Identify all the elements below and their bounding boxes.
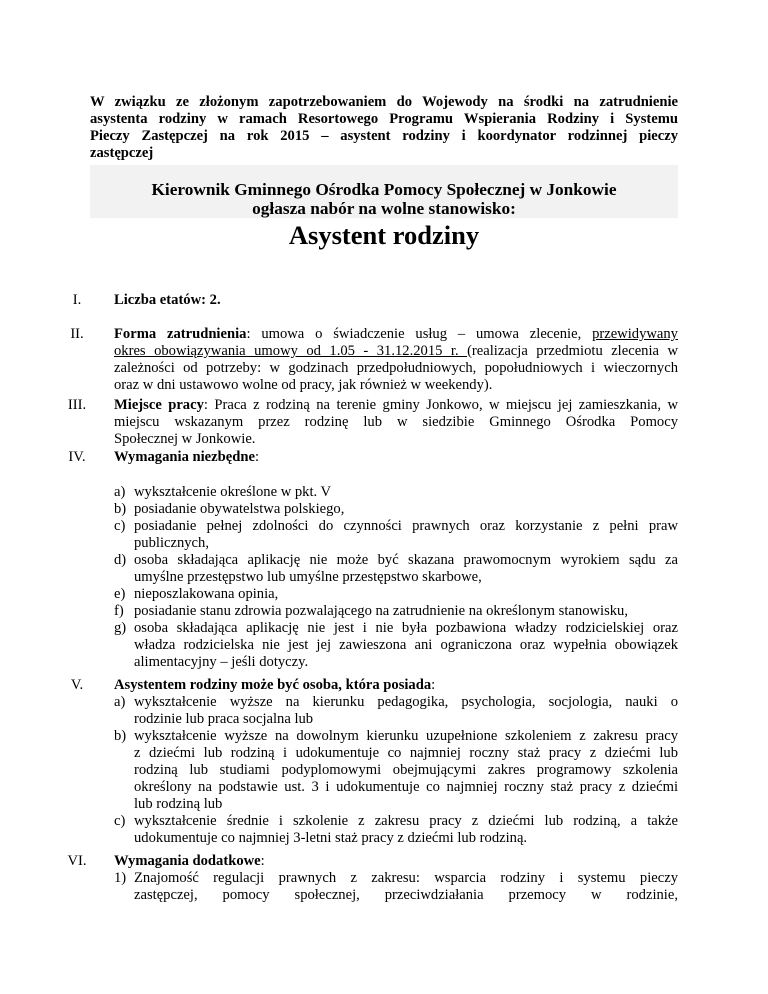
position-title: Asystent rodziny	[288, 220, 480, 250]
section-text: miejscu wskazanym przez rodzinę lub w siedzibie Gminnego Ośrodka Pomocy	[114, 414, 678, 430]
list-item	[114, 694, 678, 728]
section-label: Wymagania niezbędne	[114, 449, 255, 465]
section-label: Forma zatrudnienia	[114, 326, 247, 342]
list-item-text: posiadanie pełnej zdolności do czynności prawnych oraz korzystanie z pełni praw	[134, 518, 678, 534]
list-marker: 1)	[114, 870, 127, 886]
list-item-text: umyślne przestępstwo lub umyślne przestępstwo skarbowe,	[134, 569, 482, 585]
list-item-text: Znajomość regulacji prawnych z zakresu: wsparcia rodziny i systemu pieczy	[134, 870, 678, 886]
list-item-text: zastępczej, pomocy społecznej, przeciwdziałania przemocy w rodzinie,	[134, 887, 678, 903]
section-text: zależności od potrzeby: w godzinach przedpołudniowych, popołudniowych i wieczornych	[114, 360, 678, 376]
list-item-text: władza rodzicielska nie jest jej zawieszona ani ograniczona oraz wypełnia obowiązek	[134, 637, 678, 653]
list-item-text: posiadanie stanu zdrowia pozwalającego na zatrudnienie na określonym stanowisku,	[134, 603, 628, 619]
colon: :	[431, 677, 436, 693]
list-item	[114, 586, 678, 603]
intro-line: asystenta rodziny w ramach Resortowego Programu Wspierania Rodziny i Systemu	[90, 111, 678, 127]
list-item-text: nieposzlakowana opinia,	[134, 586, 279, 602]
list-marker: d)	[114, 552, 127, 568]
list-marker: b)	[114, 728, 127, 744]
list-item-text: rodziną lub studiami podyplomowymi obejmującymi zakres programowy szkolenia	[134, 762, 678, 778]
announcement-text	[90, 180, 678, 218]
requirements-list	[114, 484, 678, 671]
list-item-text: wykształcenie określone w pkt. V	[134, 484, 332, 500]
list-item	[114, 518, 678, 552]
list-marker: a)	[114, 484, 126, 500]
list-item-text: alimentacyjny – jeśli dotyczy.	[134, 654, 309, 670]
section-number: IV.	[68, 449, 86, 465]
list-item	[114, 728, 678, 813]
qualifications-list	[114, 694, 678, 847]
announcement-line-1: Kierownik Gminnego Ośrodka Pomocy Społecznej w Jonkowie	[151, 180, 617, 199]
section-number: VI.	[67, 853, 87, 869]
contract-period-text: okres obowiązywania umowy od 1.05 - 31.12.2015 r.	[114, 343, 468, 359]
list-item-text: rodzinie lub praca socjalna lub	[134, 711, 314, 727]
list-item-text: wykształcenie wyższe na dowolnym kierunku uzupełnione szkoleniem z zakresu pracy	[134, 728, 678, 744]
intro-line: zastępczej	[90, 145, 154, 161]
list-marker: c)	[114, 813, 126, 829]
list-item	[114, 870, 678, 904]
intro-line: W związku ze złożonym zapotrzebowaniem do Wojewody na środki na zatrudnienie	[90, 94, 678, 110]
list-item	[114, 620, 678, 671]
section-text: : Praca z rodziną na terenie gminy Jonkowo, w miejscu jej zamieszkania, w	[203, 397, 678, 413]
intro-line: Pieczy Zastępczej na rok 2015 – asystent rodziny i koordynator rodzinnej pieczy	[90, 128, 678, 144]
list-item	[114, 501, 678, 518]
list-item	[114, 603, 678, 620]
list-item	[114, 484, 678, 501]
list-item-text: lub rodziną lub	[134, 796, 223, 812]
section-text: (realizacja przedmiotu zlecenia w	[467, 343, 678, 359]
contract-period-text: przewidywany	[592, 326, 678, 342]
colon: :	[254, 449, 260, 465]
list-item-text: posiadanie obywatelstwa polskiego,	[134, 501, 345, 517]
section-number: II.	[70, 326, 84, 342]
section-label: Wymagania dodatkowe	[114, 853, 261, 869]
section-text: : umowa o świadczenie usług – umowa zlecenie,	[246, 326, 593, 342]
list-item-text: wykształcenie wyższe na kierunku pedagogika, psychologia, socjologia, nauki o	[134, 694, 678, 710]
colon: :	[260, 853, 265, 869]
list-item-text: wykształcenie średnie i szkolenie z zakresu pracy z dziećmi lub rodziną, a także	[134, 813, 678, 829]
list-marker: e)	[114, 586, 126, 602]
list-item-text: udokumentuje co najmniej 3-letni staż pracy z dziećmi lub rodziną.	[134, 830, 528, 846]
list-item-text: określony na podstawie ust. 3 i udokumentuje co najmniej roczny staż pracy z dziećmi	[134, 779, 678, 795]
list-item	[114, 813, 678, 847]
list-item-text: publicznych,	[134, 535, 209, 551]
section-label: Miejsce pracy	[114, 397, 204, 413]
list-marker: g)	[114, 620, 127, 636]
section-number: III.	[67, 397, 87, 413]
list-marker: b)	[114, 501, 127, 517]
list-item	[114, 552, 678, 586]
section-text: oraz w dni ustawowo wolne od pracy, jak również w weekendy).	[114, 377, 493, 393]
announcement-line-2: ogłasza nabór na wolne stanowisko:	[252, 199, 516, 218]
additional-requirements-list	[114, 870, 678, 904]
section-label: Asystentem rodziny może być osoba, która posiada	[114, 677, 432, 693]
section-label: Liczba etatów: 2.	[114, 292, 221, 308]
intro-paragraph	[90, 94, 678, 162]
list-marker: c)	[114, 518, 126, 534]
list-item-text: osoba składająca aplikację nie jest i nie była pozbawiona władzy rodzicielskiej oraz	[134, 620, 678, 636]
list-marker: a)	[114, 694, 126, 710]
list-marker: f)	[114, 603, 124, 619]
list-item-text: osoba składająca aplikację nie może być skazana prawomocnym wyrokiem sądu za	[134, 552, 678, 568]
list-item-text: z dziećmi lub rodziną i udokumentuje co najmniej roczny staż pracy z dziećmi lub	[134, 745, 678, 761]
section-number: I.	[72, 292, 82, 308]
section-number: V.	[70, 677, 84, 693]
section-text: Społecznej w Jonkowie.	[114, 431, 256, 447]
